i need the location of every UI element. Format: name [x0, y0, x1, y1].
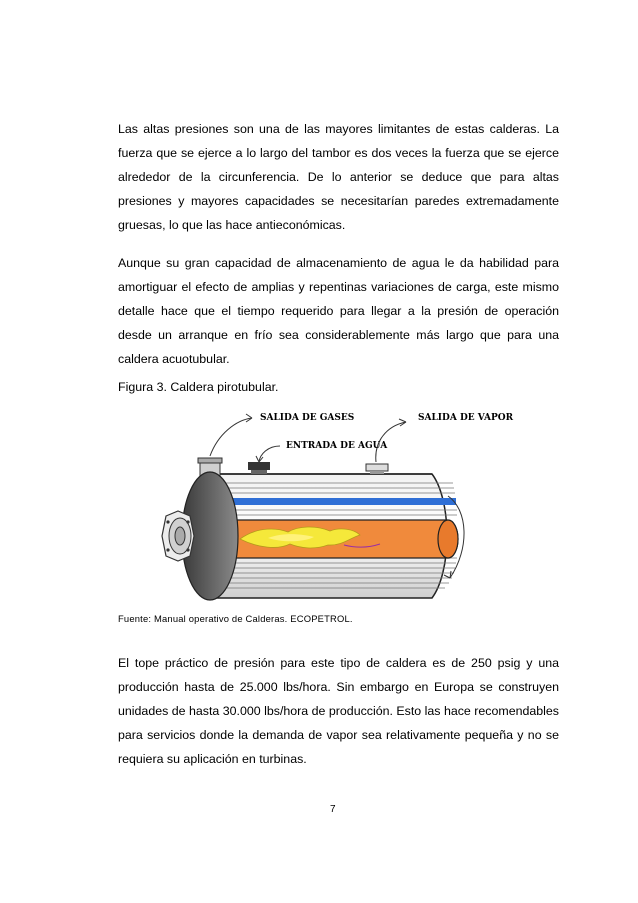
label-water-inlet: ENTRADA DE AGUA [286, 441, 388, 451]
water-level-band [224, 498, 456, 505]
label-gas-outlet: SALIDA DE GASES [260, 413, 355, 423]
water-inlet-nozzle [248, 462, 270, 474]
burner-flange [162, 511, 194, 561]
water-inlet-arrow [256, 446, 280, 462]
figure-caption: Figura 3. Caldera pirotubular. [118, 380, 279, 394]
paragraph-water-storage: Aunque su gran capacidad de almacenamiento de agua le da habilidad para amortiguar el efecto de amplias y repentinas variaciones de carga, este mismo detalle hace que el tiempo requerido para llegar a la presión de operación desde un arranque en frío sea considerablemente más largo que para una caldera acuotubular. [118, 256, 559, 366]
steam-outlet-nozzle [366, 464, 388, 474]
paragraph-practical-limit: El tope práctico de presión para este tipo de caldera es de 250 psig y una producción hasta de 25.000 lbs/hora. Sin embargo en Europa se construyen unidades de hasta 30.000 lbs/hora de producción. Esto las hace recomendables para servicios donde la demanda de vapor sea relativamente pequeña y no se requiera su aplicación en turbinas. [118, 656, 559, 766]
fire-tube-boiler-diagram [118, 398, 559, 610]
page-number: 7 [330, 804, 336, 815]
figure-source: Fuente: Manual operativo de Calderas. ECOPETROL. [118, 613, 353, 624]
label-steam-outlet: SALIDA DE VAPOR [418, 413, 514, 423]
paragraph-pressure-limits: Las altas presiones son una de las mayores limitantes de estas calderas. La fuerza que se ejerce a lo largo del tambor es dos veces la fuerza que se ejerce alrededor de la circunferencia. De lo anterior se deduce que para altas presiones y mayores capacidades se necesitarían paredes extremadamente gruesas, lo que las hace antieconómicas. [118, 122, 559, 232]
